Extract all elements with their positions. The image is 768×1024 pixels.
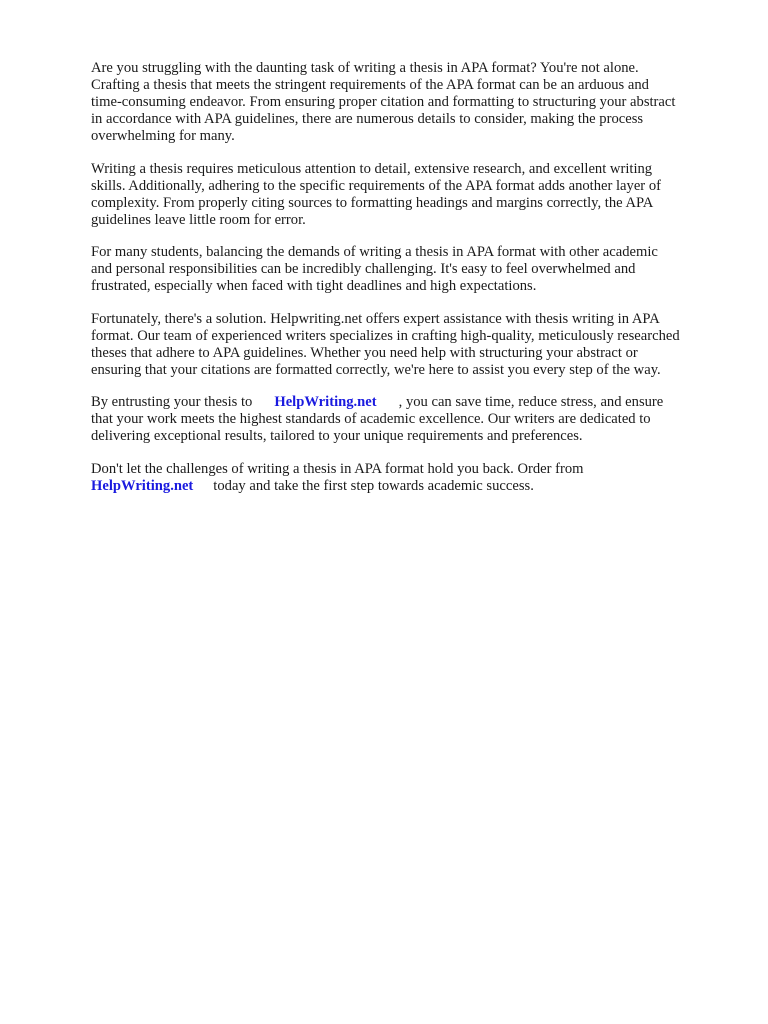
text-fragment: today and take the first step towards academic success. <box>213 477 534 494</box>
paragraph-entrusting <box>91 394 731 445</box>
text-line: ensuring that your citations are formatted correctly, we're here to assist you every step of the way. <box>91 361 661 378</box>
text-line: Don't let the challenges of writing a thesis in APA format hold you back. Order from <box>91 460 584 477</box>
text-line: Writing a thesis requires meticulous attention to detail, extensive research, and excellent writing <box>91 160 653 177</box>
paragraph-challenges <box>91 244 731 295</box>
text-fragment: By entrusting your thesis to <box>91 394 253 410</box>
text-line: Crafting a thesis that meets the stringent requirements of the APA format can be an arduous and <box>91 77 649 93</box>
text-line: guidelines leave little room for error. <box>91 211 306 228</box>
helpwriting-link[interactable]: HelpWriting.net <box>274 394 377 410</box>
text-line: delivering exceptional results, tailored to your unique requirements and preferences. <box>91 428 583 444</box>
paragraph-requirements <box>91 161 731 229</box>
text-fragment: , you can save time, reduce stress, and ensure <box>398 394 664 410</box>
paragraph-solution <box>91 311 731 379</box>
text-line: Fortunately, there's a solution. Helpwriting.net offers expert assistance with thesis writing in APA <box>91 310 660 327</box>
text-line: overwhelming for many. <box>91 128 235 144</box>
text-line: frustrated, especially when faced with tight deadlines and high expectations. <box>91 278 537 294</box>
paragraph-call-to-action <box>91 461 731 495</box>
text-line: skills. Additionally, adhering to the specific requirements of the APA format adds another layer of <box>91 177 661 194</box>
text-line: and personal responsibilities can be incredibly challenging. It's easy to feel overwhelmed and <box>91 261 636 277</box>
text-line: complexity. From properly citing sources to formatting headings and margins correctly, the APA <box>91 194 654 211</box>
document-page <box>91 60 731 510</box>
text-line: time-consuming endeavor. From ensuring proper citation and formatting to structuring your abstract <box>91 94 676 110</box>
paragraph-intro <box>91 60 731 145</box>
text-line: format. Our team of experienced writers specializes in crafting high-quality, meticulously researched <box>91 327 680 344</box>
text-line: theses that adhere to APA guidelines. Whether you need help with structuring your abstract or <box>91 344 638 361</box>
text-line: in accordance with APA guidelines, there are numerous details to consider, making the process <box>91 111 644 127</box>
text-line: Are you struggling with the daunting task of writing a thesis in APA format? You're not alone. <box>91 60 639 76</box>
text-line: For many students, balancing the demands of writing a thesis in APA format with other academic <box>91 244 658 260</box>
text-line: that your work meets the highest standards of academic excellence. Our writers are dedicated to <box>91 411 651 427</box>
helpwriting-link[interactable]: HelpWriting.net <box>91 477 194 494</box>
